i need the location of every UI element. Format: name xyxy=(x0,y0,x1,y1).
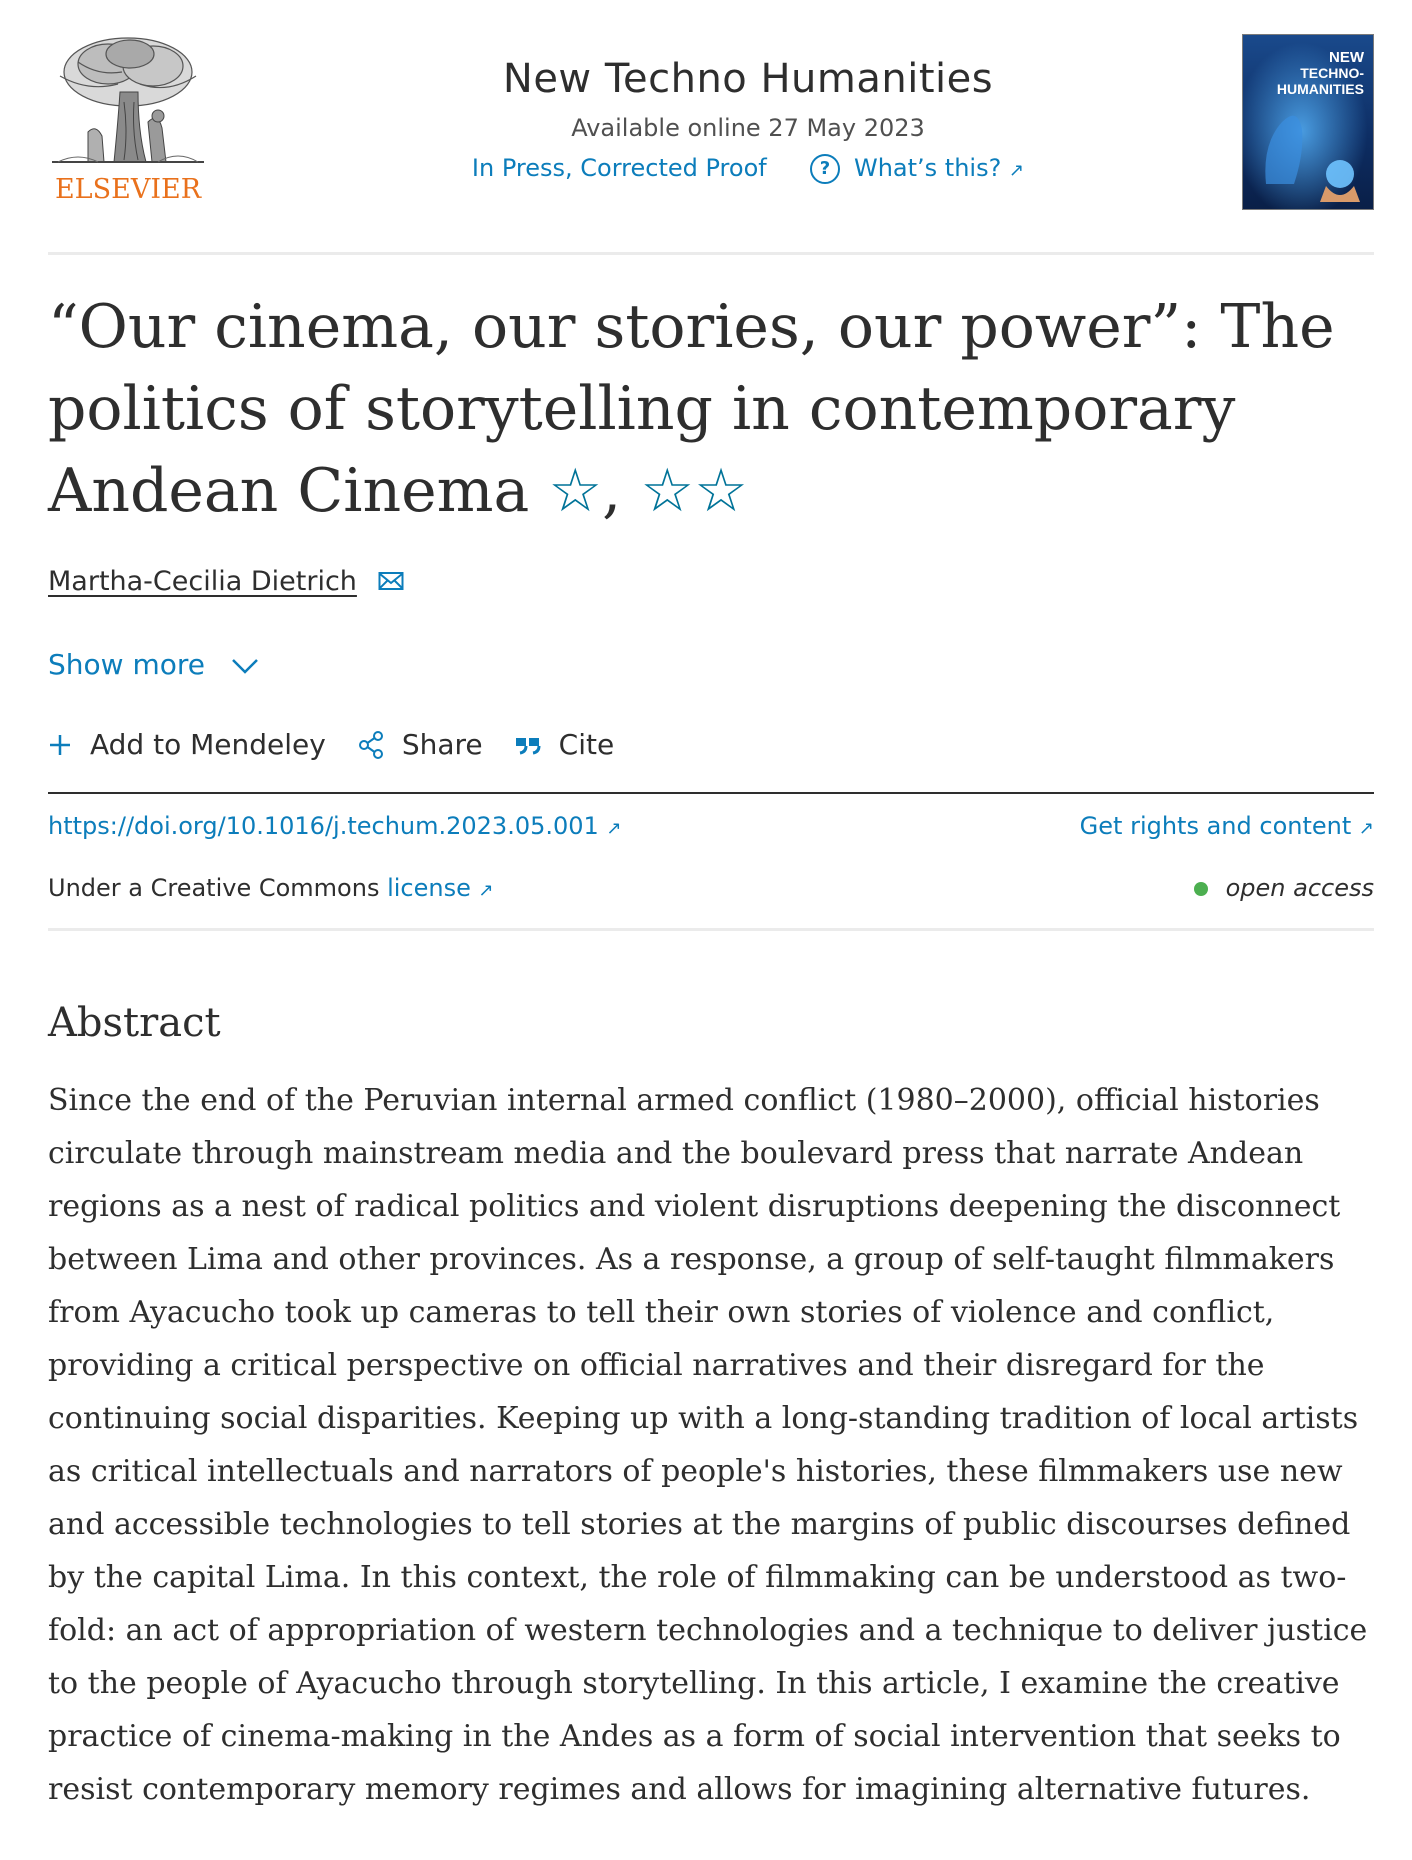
add-to-mendeley-label: Add to Mendeley xyxy=(90,728,326,761)
doi-text: https://doi.org/10.1016/j.techum.2023.05.001 xyxy=(48,812,599,840)
abstract-text: Since the end of the Peruvian internal armed conflict (1980–2000), official histories circulate through mainstream media and the boulevard press that narrate Andean regions as a nest of radical politics and violent disruptions deepening the disconnect between Lima and other provinces. As a response, a group of self-taught filmmakers from Ayacucho took up cameras to tell their own stories of violence and conflict, providing a critical perspective on official narratives and their disregard for the continuing social disparities. Keeping up with a long-standing tradition of local artists as critical intellectuals and narrators of people's histories, these filmmakers use new and accessible technologies to tell stories at the margins of public discourses defined by the capital Lima. In this context, the role of filmmaking can be understood as two-fold: an act of appropriation of western technologies and a technique to deliver justice to the people of Ayacucho through storytelling. In this article, I examine the creative practice of cinema-making in the Andes as a form of social intervention that seeks to resist contemporary memory regimes and allows for imagining alternative futures. xyxy=(48,1083,1368,1807)
mail-icon[interactable] xyxy=(378,567,404,598)
chevron-down-icon xyxy=(230,657,260,675)
elsevier-logo[interactable] xyxy=(48,32,208,212)
get-rights-link[interactable] xyxy=(1080,812,1374,840)
plus-icon xyxy=(48,733,72,757)
abstract-heading: Abstract xyxy=(48,1000,221,1046)
author-row xyxy=(48,566,404,598)
open-access-badge xyxy=(1194,874,1374,902)
title-footnote-star-2[interactable]: ☆☆ xyxy=(640,456,748,526)
external-link-icon: ↗ xyxy=(1358,818,1374,839)
divider-bottom xyxy=(48,928,1374,931)
help-icon[interactable]: ? xyxy=(810,154,840,184)
whats-this-label: What’s this? xyxy=(853,154,1002,182)
quote-icon xyxy=(515,735,541,755)
license-link-label: license xyxy=(387,874,471,902)
article-status xyxy=(348,154,1148,184)
journal-cover[interactable] xyxy=(1242,34,1374,210)
external-link-icon: ↗ xyxy=(1008,160,1025,181)
cite-label: Cite xyxy=(558,728,615,761)
share-icon xyxy=(358,731,384,759)
cover-title-line1: NEW xyxy=(1329,49,1364,66)
title-footnote-star-1[interactable]: ☆ xyxy=(548,456,603,526)
cite-button[interactable] xyxy=(515,728,615,761)
doi-link[interactable] xyxy=(48,812,622,840)
share-button[interactable] xyxy=(358,728,483,761)
get-rights-label: Get rights and content xyxy=(1079,812,1352,840)
journal-cover-image xyxy=(1242,34,1374,210)
share-label: Share xyxy=(401,728,483,761)
cover-title-line3: HUMANITIES xyxy=(1276,81,1364,97)
license-link[interactable] xyxy=(387,874,494,902)
show-more-button[interactable] xyxy=(48,648,260,681)
show-more-label: Show more xyxy=(48,648,205,681)
status-link[interactable]: In Press, Corrected Proof xyxy=(471,154,767,182)
title-separator: , xyxy=(602,456,622,526)
journal-name[interactable]: New Techno Humanities xyxy=(502,56,994,102)
open-access-label: open access xyxy=(1225,874,1374,902)
divider-actions xyxy=(48,792,1374,794)
external-link-icon: ↗ xyxy=(478,880,494,901)
add-to-mendeley-button[interactable] xyxy=(48,728,326,761)
elsevier-wordmark: ELSEVIER xyxy=(54,174,202,205)
license-prefix: Under a Creative Commons xyxy=(48,874,380,902)
article-header xyxy=(48,32,1374,212)
license-row xyxy=(48,874,1374,902)
open-access-dot-icon xyxy=(1194,882,1208,896)
article-title-text: “Our cinema, our stories, our power”: The politics of storytelling in contemporary Andean Cinema xyxy=(48,292,1335,526)
article-title xyxy=(48,286,1378,532)
article-actions xyxy=(48,728,646,761)
available-online-date: Available online 27 May 2023 xyxy=(571,114,925,142)
author-name[interactable]: Martha-Cecilia Dietrich xyxy=(48,566,357,597)
whats-this-link[interactable] xyxy=(854,154,1024,182)
elsevier-tree-logo-icon xyxy=(48,32,208,212)
cover-title-line2: TECHNO- xyxy=(1300,65,1364,81)
journal-block xyxy=(348,56,1148,184)
divider-top xyxy=(48,252,1374,255)
external-link-icon: ↗ xyxy=(606,818,622,839)
